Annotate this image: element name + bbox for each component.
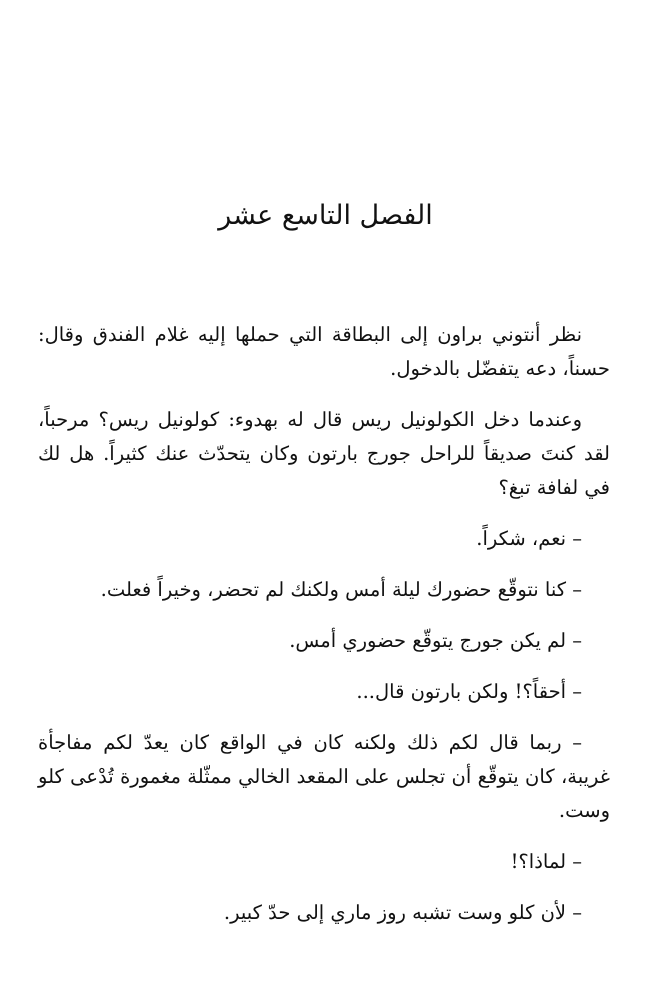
paragraph-7: – ربما قال لكم ذلك ولكنه كان في الواقع كان يعدّ لكم مفاجأة غريبة، كان يتوقّع أن تجلس على المقعد الخالي ممثّلة مغمورة تُدْعى كلو وست. — [38, 731, 610, 822]
paragraph-2: وعندما دخل الكولونيل ريس قال له بهدوء: كولونيل ريس؟ مرحباً، لقد كنتَ صديقاً للراحل جورج بارتون وكان يتحدّث عنك كثيراً. هل لك في لفافة تبغ؟ — [38, 408, 610, 499]
paragraph-8: – لماذا؟! — [510, 850, 582, 873]
paragraph-3: – نعم، شكراً. — [476, 527, 582, 550]
paragraph-6: – أحقاً؟! ولكن بارتون قال... — [356, 680, 582, 703]
chapter-body — [38, 318, 610, 930]
paragraph-5: – لم يكن جورج يتوقّع حضوري أمس. — [289, 629, 582, 652]
paragraph-9: – لأن كلو وست تشبه روز ماري إلى حدّ كبير. — [223, 901, 582, 924]
paragraph-4: – كنا نتوقّع حضورك ليلة أمس ولكنك لم تحضر، وخيراً فعلت. — [100, 578, 582, 601]
chapter-title: الفصل التاسع عشر — [218, 200, 433, 231]
paragraph-1: نظر أنتوني براون إلى البطاقة التي حملها إليه غلام الفندق وقال: حسناً، دعه يتفضّل بالدخول. — [38, 323, 610, 380]
